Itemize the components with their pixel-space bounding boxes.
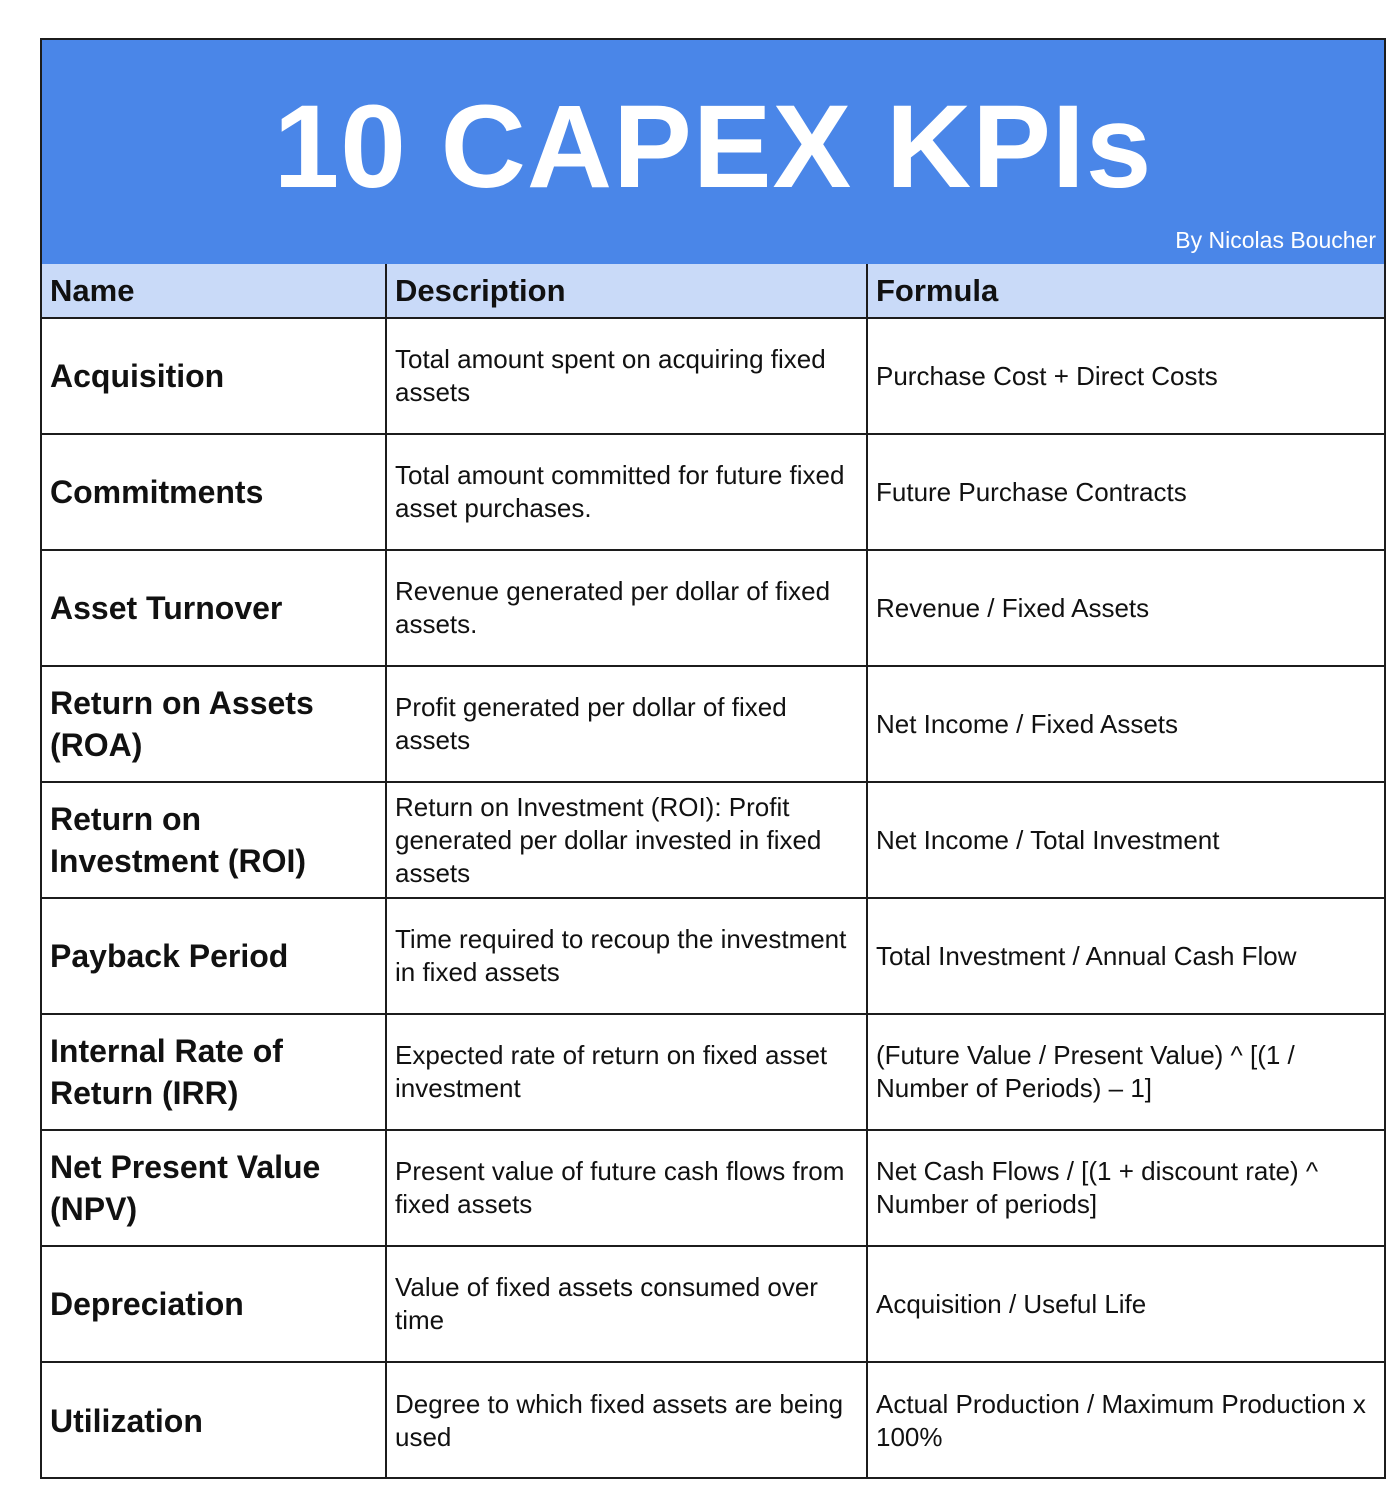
kpi-name: Acquisition xyxy=(42,318,386,434)
kpi-formula: Purchase Cost + Direct Costs xyxy=(867,318,1384,434)
table-header-row xyxy=(42,264,1384,318)
kpi-name: Return on Investment (ROI) xyxy=(42,782,386,898)
kpi-description: Expected rate of return on fixed asset investment xyxy=(386,1014,867,1130)
kpi-description: Time required to recoup the investment in fixed assets xyxy=(386,898,867,1014)
kpi-name: Commitments xyxy=(42,434,386,550)
kpi-formula: Net Cash Flows / [(1 + discount rate) ^ Number of periods] xyxy=(867,1130,1384,1246)
table-row xyxy=(42,898,1384,1014)
kpi-formula: Net Income / Total Investment xyxy=(867,782,1384,898)
kpi-formula: Net Income / Fixed Assets xyxy=(867,666,1384,782)
kpi-description: Degree to which fixed assets are being used xyxy=(386,1362,867,1478)
kpi-name: Payback Period xyxy=(42,898,386,1014)
kpi-name: Asset Turnover xyxy=(42,550,386,666)
kpi-description: Present value of future cash flows from fixed assets xyxy=(386,1130,867,1246)
kpi-description: Total amount spent on acquiring fixed assets xyxy=(386,318,867,434)
table-row xyxy=(42,666,1384,782)
table-row xyxy=(42,1130,1384,1246)
table-row xyxy=(42,318,1384,434)
kpi-description: Profit generated per dollar of fixed assets xyxy=(386,666,867,782)
column-header-description: Description xyxy=(386,264,867,318)
kpi-name: Return on Assets (ROA) xyxy=(42,666,386,782)
kpi-formula: Acquisition / Useful Life xyxy=(867,1246,1384,1362)
kpi-table xyxy=(42,264,1384,1478)
table-row xyxy=(42,1362,1384,1478)
kpi-formula: Future Purchase Contracts xyxy=(867,434,1384,550)
page-title: 10 CAPEX KPIs xyxy=(273,81,1153,213)
table-row xyxy=(42,1014,1384,1130)
kpi-name: Depreciation xyxy=(42,1246,386,1362)
kpi-description: Return on Investment (ROI): Profit generated per dollar invested in fixed assets xyxy=(386,782,867,898)
column-header-name: Name xyxy=(42,264,386,318)
kpi-card xyxy=(40,38,1386,1479)
kpi-formula: (Future Value / Present Value) ^ [(1 / Number of Periods) – 1] xyxy=(867,1014,1384,1130)
kpi-name: Net Present Value (NPV) xyxy=(42,1130,386,1246)
kpi-description: Total amount committed for future fixed asset purchases. xyxy=(386,434,867,550)
kpi-formula: Revenue / Fixed Assets xyxy=(867,550,1384,666)
kpi-name: Internal Rate of Return (IRR) xyxy=(42,1014,386,1130)
table-row xyxy=(42,782,1384,898)
table-row xyxy=(42,434,1384,550)
kpi-formula: Actual Production / Maximum Production x 100% xyxy=(867,1362,1384,1478)
kpi-description: Value of fixed assets consumed over time xyxy=(386,1246,867,1362)
kpi-description: Revenue generated per dollar of fixed assets. xyxy=(386,550,867,666)
kpi-formula: Total Investment / Annual Cash Flow xyxy=(867,898,1384,1014)
table-row xyxy=(42,1246,1384,1362)
column-header-formula: Formula xyxy=(867,264,1384,318)
author-byline: By Nicolas Boucher xyxy=(1175,227,1376,253)
kpi-name: Utilization xyxy=(42,1362,386,1478)
table-row xyxy=(42,550,1384,666)
title-banner xyxy=(42,40,1384,264)
